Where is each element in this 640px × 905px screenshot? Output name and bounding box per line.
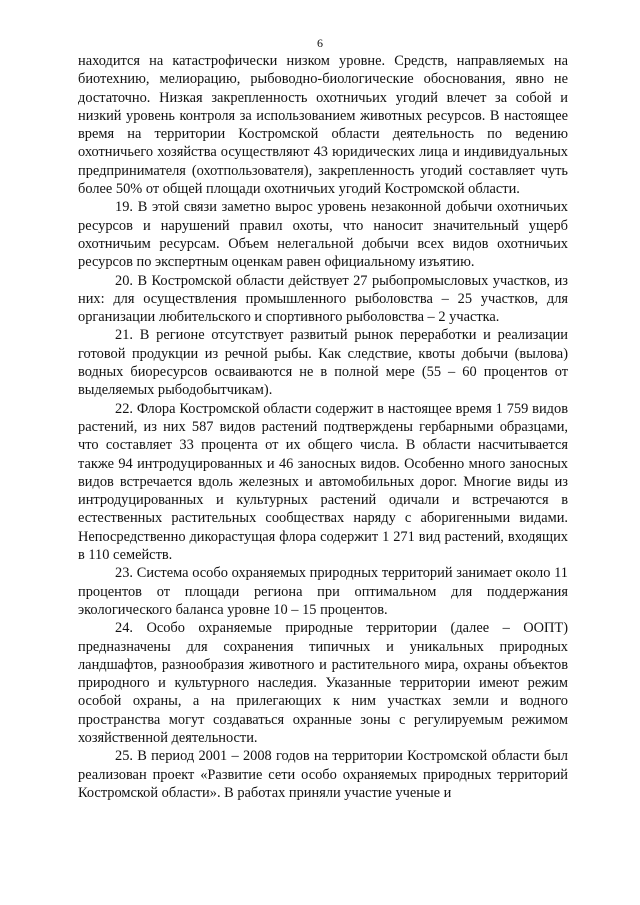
paragraph-20: 20. В Костромской области действует 27 рыбопромысловых участков, из них: для осуществления промышленного рыболовства – 25 участков, для организации любительского и спортивного рыболовства – 2 участка. — [78, 272, 568, 326]
document-body — [78, 52, 568, 802]
paragraph-23: 23. Система особо охраняемых природных территорий занимает около 11 процентов от площади региона при оптимальном для поддержания экологического баланса уровне 10 – 15 процентов. — [78, 565, 568, 618]
paragraph-21: 21. В регионе отсутствует развитый рынок переработки и реализации готовой продукции из речной рыбы. Как следствие, квоты добычи (вылова) водных биоресурсов осваиваются не в полной мере (55 – 60 процентов от выделяемых рыбодобытчикам). — [78, 327, 568, 399]
paragraph-19: 19. В этой связи заметно вырос уровень незаконной добычи охотничьих ресурсов и нарушений правил охоты, что наносит значительный ущерб охотничьим ресурсам. Объем нелегальной добычи всех видов охотничьих ресурсов по экспертным оценкам равен официальному изъятию. — [78, 199, 568, 271]
paragraph-22: 22. Флора Костромской области содержит в настоящее время 1 759 видов растений, из них 587 видов растений подтверждены гербарными образцами, что составляет 33 процента от их общего числа. В области насчитывается также 94 интродуцированных и 46 заносных видов. Особенно много заносных видов встречается вдоль железных и автомобильных дорог. Многие виды из интродуцированных и культурных растений одичали и встречаются в естественных растительных сообществах наряду с аборигенными видами. Непосредственно дикорастущая флора содержит 1 271 вид растений, входящих в 110 семейств. — [78, 400, 568, 564]
paragraph-25: 25. В период 2001 – 2008 годов на территории Костромской области был реализован проект «Развитие сети особо охраняемых природных территорий Костромской области». В работах приняли участие ученые и — [78, 748, 568, 801]
paragraph-24: 24. Особо охраняемые природные территории (далее – ООПТ) предназначены для сохранения типичных и уникальных природных ландшафтов, разнообразия животного и растительного мира, охраны объектов природного и культурного наследия. Указанные территории имеют режим особой охраны, а на прилегающих к ним участках земли и водного пространства могут создаваться охранные зоны с регулируемым режимом хозяйственной деятельности. — [78, 620, 568, 746]
page-number: 6 — [317, 36, 323, 50]
paragraph-continuation: находится на катастрофически низком уровне. Средств, направляемых на биотехнию, мелиорацию, рыбоводно-биологические обоснования, явно не достаточно. Низкая закрепленность охотничьих угодий влечет за собой и низкий уровень контроля за использованием животных ресурсов. В настоящее время на территории Костромской области деятельность по ведению охотничьего хозяйства осуществляют 43 юридических лица и индивидуальных предпринимателя (охотпользователя), закрепленность угодий составляет чуть более 50% от общей площади охотничьих угодий Костромской области. — [78, 53, 568, 198]
